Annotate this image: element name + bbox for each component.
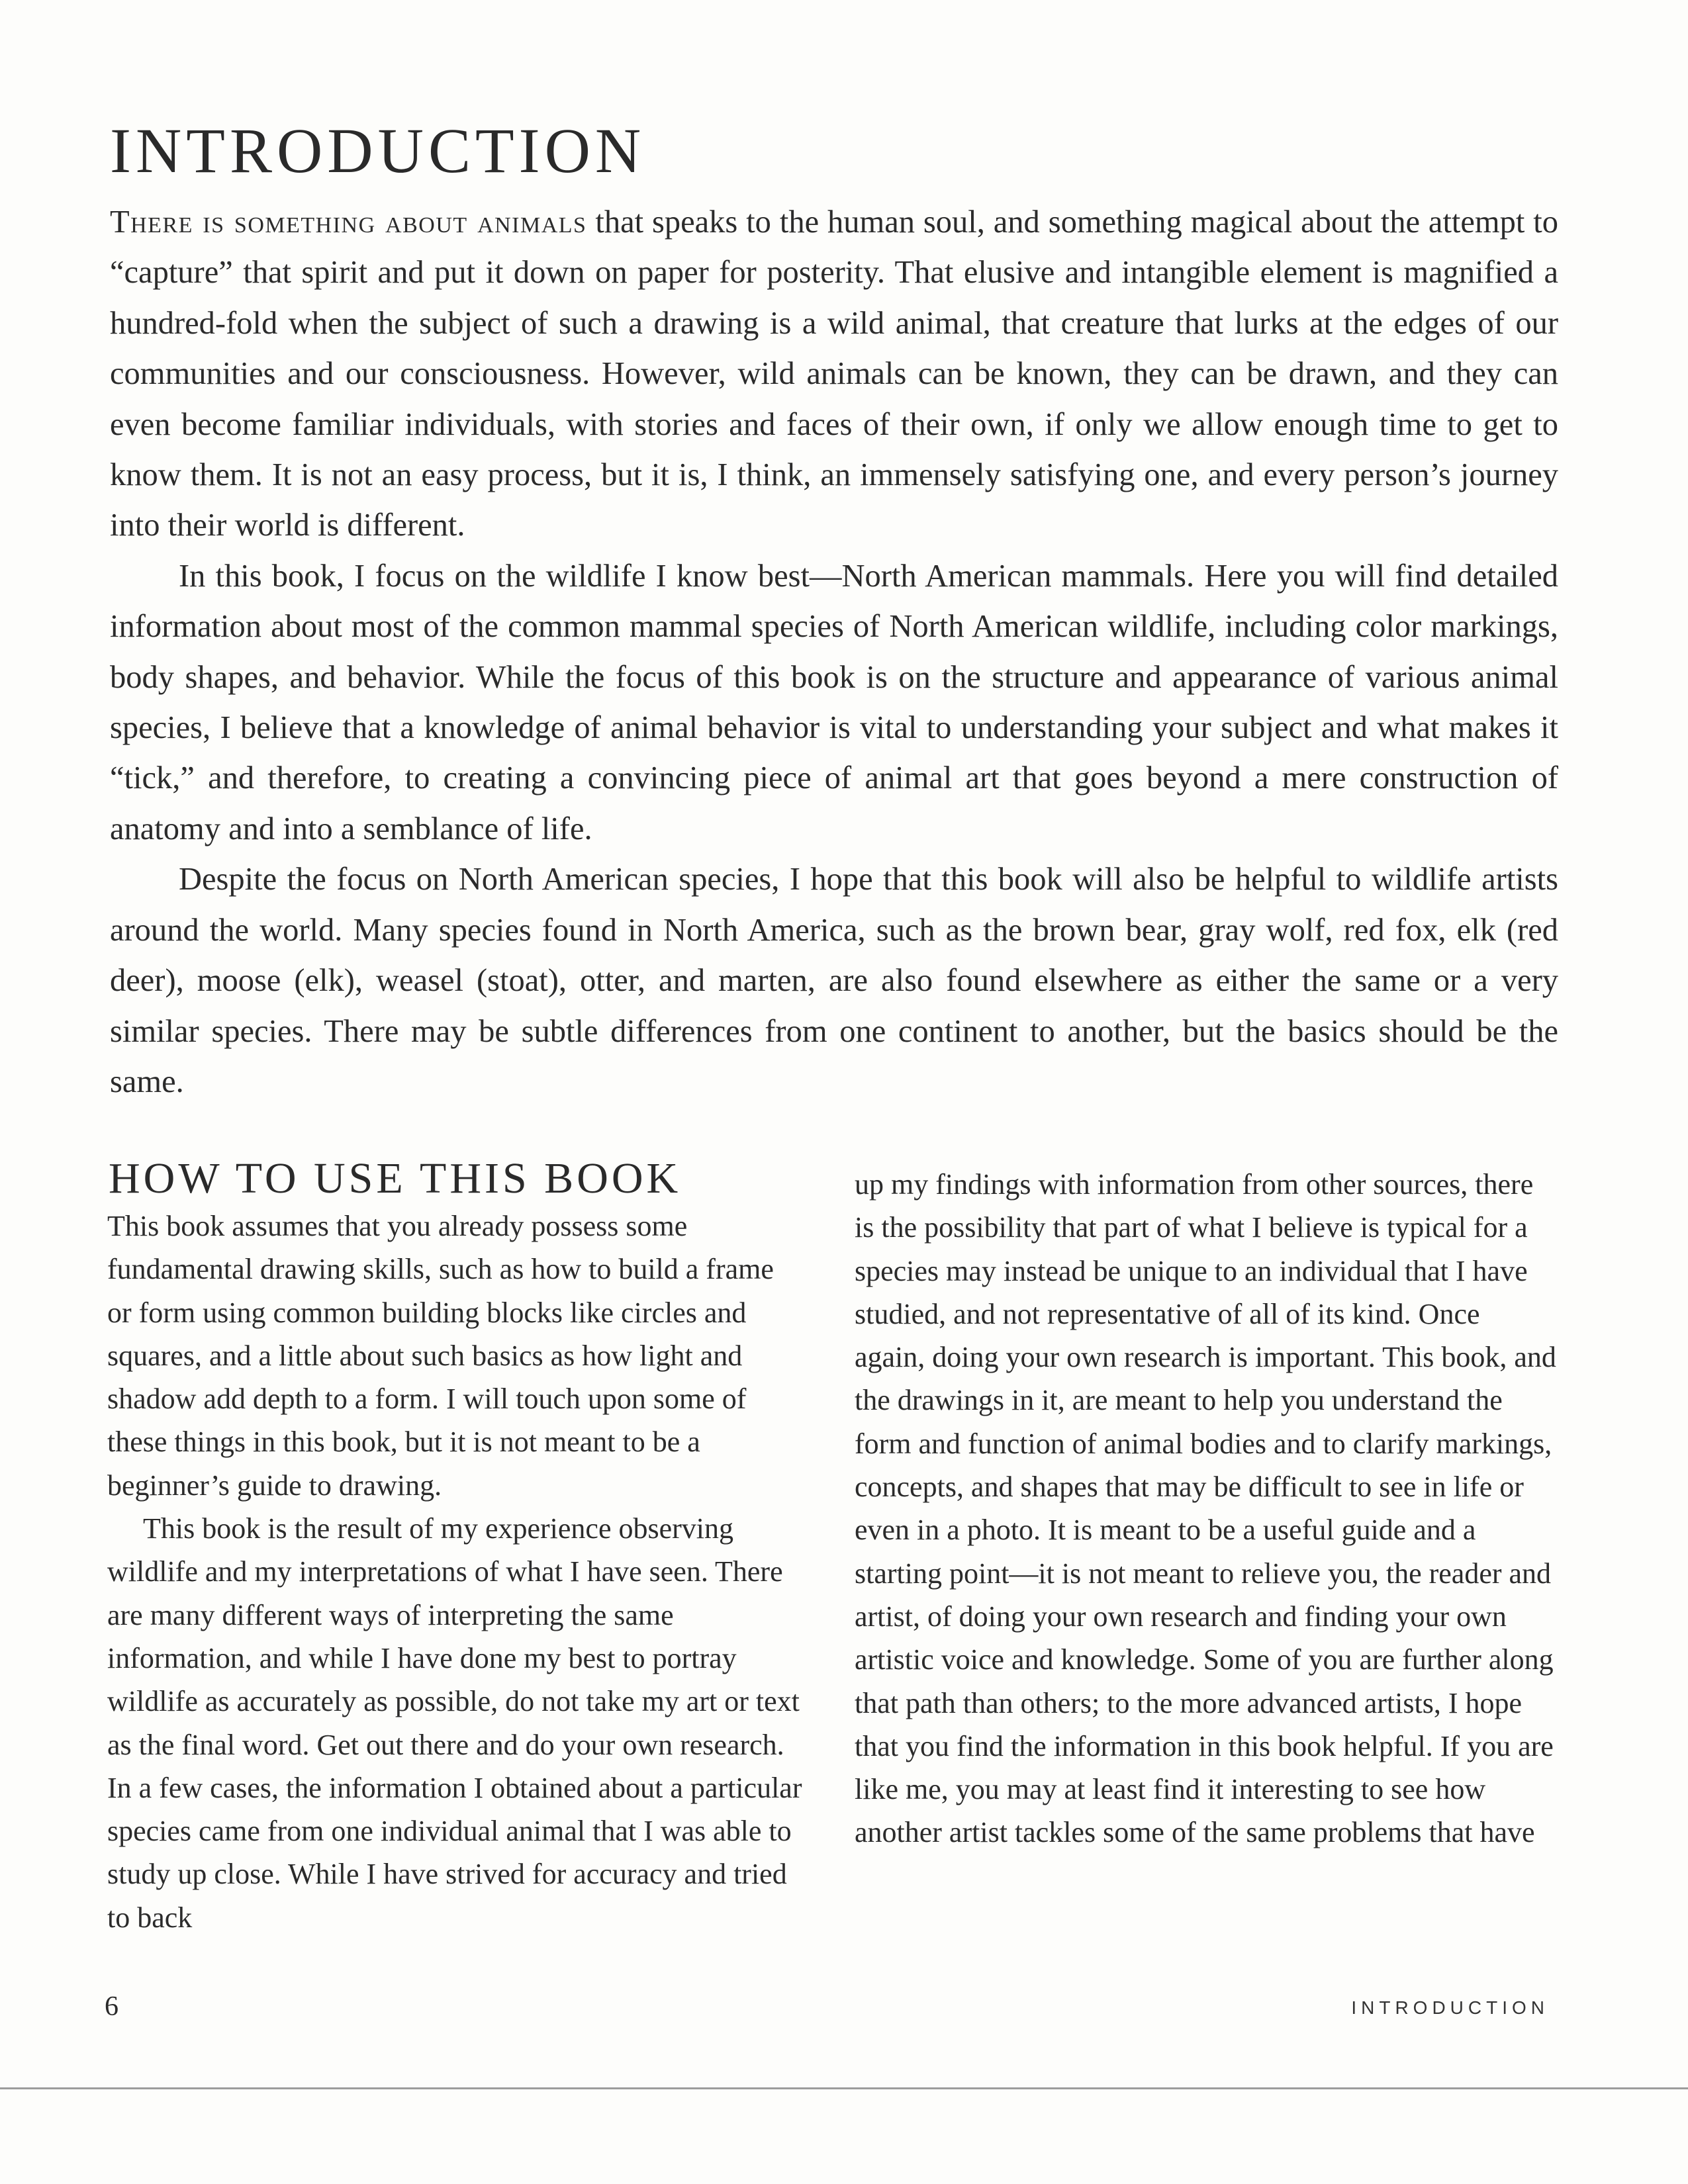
left-paragraph-2: This book is the result of my experience observing wildlife and my interpretations of what I have seen. There are many different ways of interpreting the same information, and while I have done my best to portray wildlife as accurately as possible, do not take my art or text as the final word. Get out there and do your own research. In a few cases, the information I obtained about a particular species came from one individual animal that I was able to study up close. While I have strived for accuracy and tried to back bbox=[107, 1512, 802, 1934]
page-number: 6 bbox=[105, 1991, 118, 2022]
intro-lead-in: There is something about animals bbox=[110, 205, 587, 240]
intro-paragraph-1-body: that speaks to the human soul, and something magical about the attempt to “capture” that spirit and put it down on paper for posterity. That elusive and intangible element is magnified a hundred-fold when the subject of such a drawing is a wild animal, that creature that lurks at the edges of our communities and our consciousness. However, wild animals can be known, they can be drawn, and they can even become familiar individuals, with stories and faces of their own, if only we allow enough time to get to know them. It is not an easy process, but it is, I think, an immensely satisfying one, and every person’s journey into their world is different. bbox=[110, 205, 1558, 543]
page-title: INTRODUCTION bbox=[110, 115, 646, 186]
intro-paragraph-2: In this book, I focus on the wildlife I know best—North American mammals. Here you will find detailed information about most of the common mammal species of North American wildlife, including color markings, body shapes, and behavior. While the focus of this book is on the structure and appearance of various animal species, I believe that a knowledge of animal behavior is vital to understanding your subject and what makes it “tick,” and therefore, to creating a convincing piece of animal art that goes beyond a mere construction of anatomy and into a semblance of life. bbox=[110, 558, 1558, 846]
running-head: INTRODUCTION bbox=[1351, 1997, 1549, 2018]
introduction-text bbox=[110, 197, 1558, 1107]
intro-paragraph-1 bbox=[110, 197, 1558, 551]
left-column bbox=[107, 1205, 802, 1939]
section-heading: HOW TO USE THIS BOOK bbox=[109, 1154, 682, 1203]
left-paragraph-1: This book assumes that you already possess some fundamental drawing skills, such as how to build a frame or form using common building blocks like circles and squares, and a little about such basics as how light and shadow add depth to a form. I will touch upon some of these things in this book, but it is not meant to be a beginner’s guide to drawing. bbox=[107, 1210, 774, 1502]
right-column bbox=[855, 1163, 1556, 1854]
right-paragraph-1: up my findings with information from other sources, there is the possibility that part of what I believe is typical for a species may instead be unique to an individual that I have studied, and not representative of all of its kind. Once again, doing your own research is important. This book, and the drawings in it, are meant to help you understand the form and function of animal bodies and to clarify markings, concepts, and shapes that may be difficult to see in life or even in a photo. It is meant to be a useful guide and a starting point—it is not meant to relieve you, the reader and artist, of doing your own research and finding your own artistic voice and knowledge. Some of you are further along that path than others; to the more advanced artists, I hope that you find the information in this book helpful. If you are like me, you may at least find it interesting to see how another artist tackles some of the same problems that have bbox=[855, 1168, 1556, 1849]
page-edge-divider bbox=[0, 2087, 1688, 2089]
intro-paragraph-3: Despite the focus on North American species, I hope that this book will also be helpful to wildlife artists around the world. Many species found in North America, such as the brown bear, gray wolf, red fox, elk (red deer), moose (elk), weasel (stoat), otter, and marten, are also found elsewhere as either the same or a very similar species. There may be subtle differences from one continent to another, but the basics should be the same. bbox=[110, 862, 1558, 1099]
